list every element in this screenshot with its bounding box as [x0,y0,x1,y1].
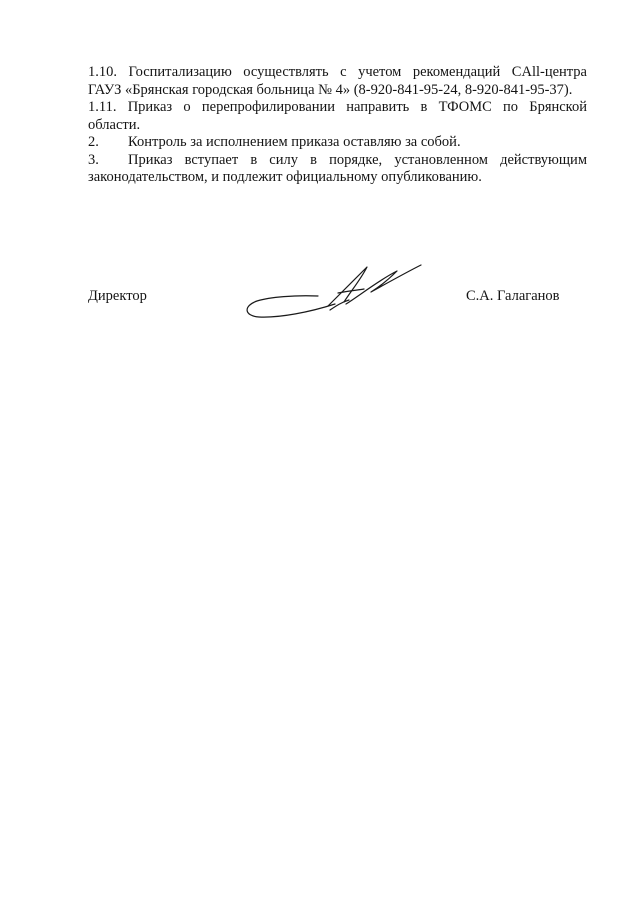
item-2 [88,134,587,152]
item-3-line-1 [88,152,587,170]
signatory-position: Директор [88,288,147,304]
signatory-name: С.А. Галаганов [466,288,560,304]
item-2-text: Контроль за исполнением приказа оставляю за собой. [128,134,461,150]
item-3-number: 3. [88,151,99,168]
item-1-11-line-1: 1.11. Приказ о перепрофилировании направить в ТФОМС по Брянской [88,99,587,115]
item-1-11-line-2: области. [88,116,141,133]
item-1-10-line-2: ГАУЗ «Брянская городская больница № 4» (8-920-841-95-24, 8-920-841-95-37). [88,81,573,98]
item-2-number: 2. [88,134,99,150]
order-text [88,64,587,187]
item-3-text: Приказ вступает в силу в порядке, установленном действующим [128,151,587,168]
item-1-10-line-1: 1.10. Госпитализацию осуществлять с учетом рекомендаций CAll-центра [88,64,587,80]
signature [238,258,424,324]
item-3-line-2: законодательством, и подлежит официальному опубликованию. [88,169,482,185]
